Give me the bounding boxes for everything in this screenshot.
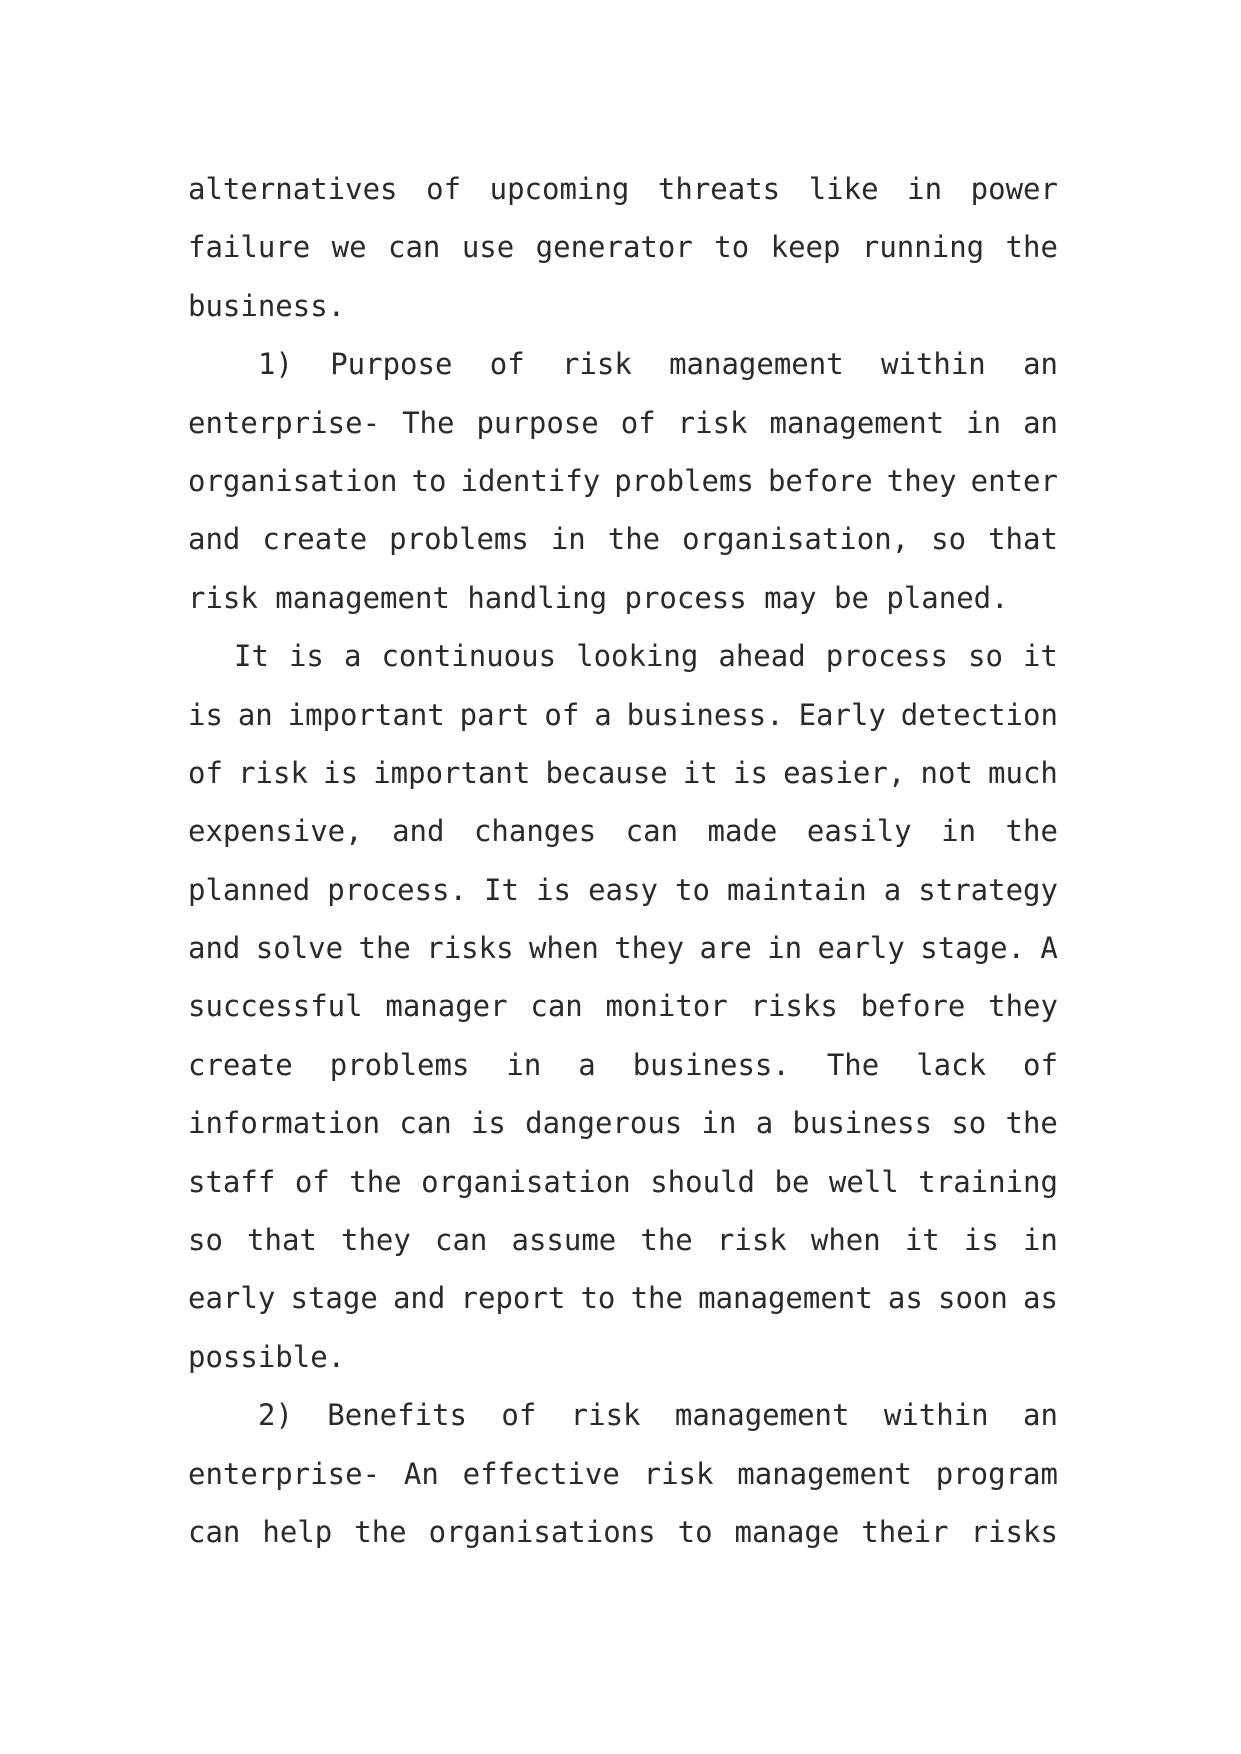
text-line: possible.	[188, 1339, 346, 1374]
text-line: can help the organisations to manage their risks	[188, 1514, 1058, 1549]
text-line: information can is dangerous in a business so the	[188, 1106, 1058, 1141]
text-line: early stage and report to the management as soon as	[188, 1281, 1058, 1316]
text-line: business.	[188, 288, 346, 323]
text-line: enterprise- The purpose of risk management in an	[188, 405, 1058, 440]
text-line: 2) Benefits of risk management within an	[258, 1398, 1058, 1433]
text-line: alternatives of upcoming threats like in power	[188, 172, 1058, 206]
text-line: and create problems in the organisation, so that	[188, 522, 1058, 557]
text-line: enterprise- An effective risk management program	[188, 1456, 1058, 1491]
text-line: organisation to identify problems before they enter	[188, 463, 1058, 498]
text-line: staff of the organisation should be well training	[188, 1164, 1058, 1199]
text-line: and solve the risks when they are in early stage. A	[188, 931, 1058, 966]
text-line: risk management handling process may be planed.	[188, 580, 1009, 615]
text-line: expensive, and changes can made easily in the	[188, 814, 1058, 849]
text-line: 1) Purpose of risk management within an	[258, 347, 1058, 382]
text-line: create problems in a business. The lack of	[188, 1047, 1058, 1082]
text-line: is an important part of a business. Early detection	[188, 697, 1058, 732]
text-line: of risk is important because it is easier, not much	[188, 755, 1058, 790]
text-line: planned process. It is easy to maintain a strategy	[188, 872, 1058, 907]
text-line: successful manager can monitor risks before they	[188, 989, 1058, 1024]
text-line: so that they can assume the risk when it is in	[188, 1223, 1058, 1258]
text-line: It is a continuous looking ahead process so it	[234, 639, 1058, 674]
text-line: failure we can use generator to keep running the	[188, 230, 1058, 265]
body-text	[188, 160, 1058, 1561]
